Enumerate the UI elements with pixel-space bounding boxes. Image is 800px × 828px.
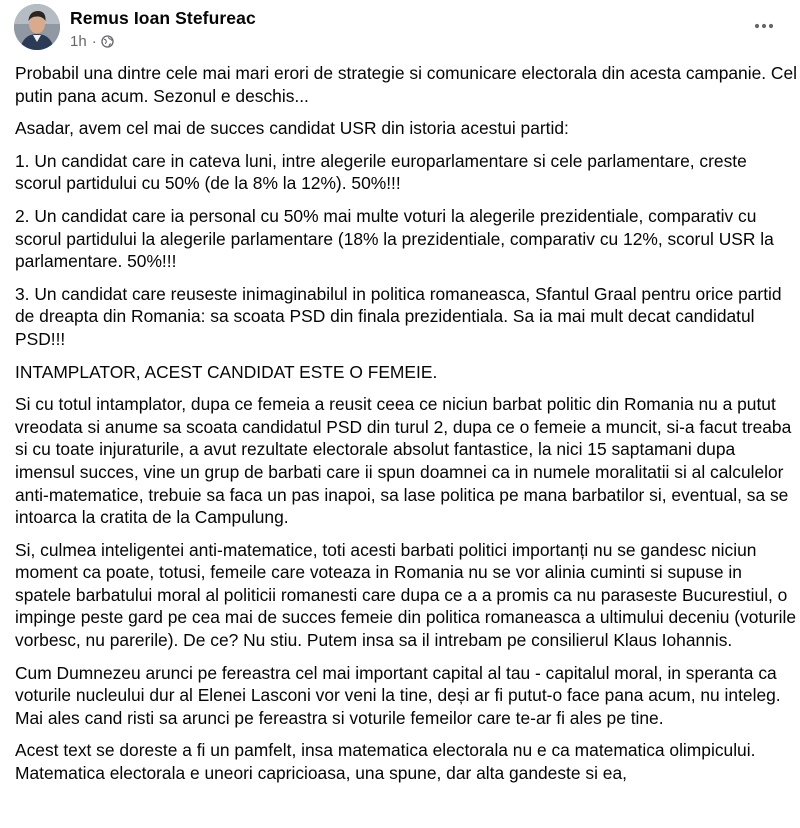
post-body — [15, 62, 797, 795]
avatar[interactable] — [14, 4, 60, 50]
avatar-image — [14, 4, 60, 50]
post-paragraph: Probabil una dintre cele mai mari erori de strategie si comunicare electorala din acesta campanie. Cel putin pana acum. Sezonul e deschis... — [15, 63, 798, 106]
post-paragraph: 1. Un candidat care in cateva luni, intre alegerile europarlamentare si cele parlamentare, creste scorul partidului cu 50% (de la 8% la 12%). 50%!!! — [15, 150, 747, 194]
post-paragraph: Si, culmea inteligentei anti-matematice, toti acesti barbati politici importanți nu se gandesc niciun moment ca poate, totusi, femeile care voteaza in Romania nu se vor alinia cuminti si supuse in spatele barbatului moral al politicii romanesti care dupa ce a a promis ca nu paraseste Bucurestiul, o impinge peste gard pe cea mai de succes femeie din politica romaneasca a ultimului deceniu (voturile vorbesc, nu parerile). De ce? Nu stiu. Putem insa sa il intrebam pe consilierul Klaus Iohannis. — [15, 539, 797, 651]
post-meta — [70, 32, 114, 50]
post-paragraph: Cum Dumnezeu arunci pe fereastra cel mai important capital al tau - capitalul moral, in speranta ca voturile nucleului dur al Elenei Lasconi vor veni la tine, deși ar fi putut-o face pana acum, nu inteleg. Mai ales cand risti sa arunci pe fereastra si voturile femeilor care te-ar fi ales pe tine. — [15, 662, 781, 728]
post-paragraph: INTAMPLATOR, ACEST CANDIDAT ESTE O FEMEIE. — [15, 361, 438, 382]
meta-separator: · — [91, 32, 97, 50]
post-timestamp[interactable]: 1h — [70, 32, 87, 50]
globe-icon[interactable] — [101, 35, 114, 48]
post-paragraph: Asadar, avem cel mai de succes candidat USR din istoria acestui partid: — [15, 118, 569, 139]
post-header — [0, 0, 800, 60]
post-paragraph: 2. Un candidat care ia personal cu 50% mai multe voturi la alegerile prezidentiale, comparativ cu scorul partidului la alegerile parlamentare (18% la prezidentiale, comparativ cu 12%, scorul USR la parlamentare. 50%!!! — [15, 205, 774, 272]
post-paragraph: 3. Un candidat care reuseste inimaginabilul in politica romaneasca, Sfantul Graal pentru orice partid de dreapta din Romania: sa scoata PSD din finala prezidentiala. Sa ia mai mult decat candidatul PSD!!! — [15, 283, 782, 349]
more-horizontal-icon[interactable] — [752, 14, 776, 38]
post-paragraph: Si cu totul intamplator, dupa ce femeia a reusit ceea ce niciun barbat politic din Romania nu a putut vreodata si anume sa scoata candidatul PSD din turul 2, dupa ce o femeie a muncit, si-a facut treaba si cu toate injuraturile, a avut rezultate electorale absolut fantastice, la nici 15 saptamani dupa imensul succes, vine un grup de barbati care ii spun doamnei ca in numele moralitatii si al calculelor anti-matematice, trebuie sa faca un pas inapoi, sa lase politica pe mana barbatilor si, eventual, sa se intoarca la cratita de la Campulung. — [15, 394, 792, 528]
post-paragraph: Acest text se doreste a fi un pamfelt, insa matematica electorala nu e ca matematica olimpicului. Matematica electorala e uneori capricioasa, una spune, dar alta gandeste si ea, — [15, 740, 756, 784]
author-name[interactable]: Remus Ioan Stefureac — [70, 8, 256, 28]
